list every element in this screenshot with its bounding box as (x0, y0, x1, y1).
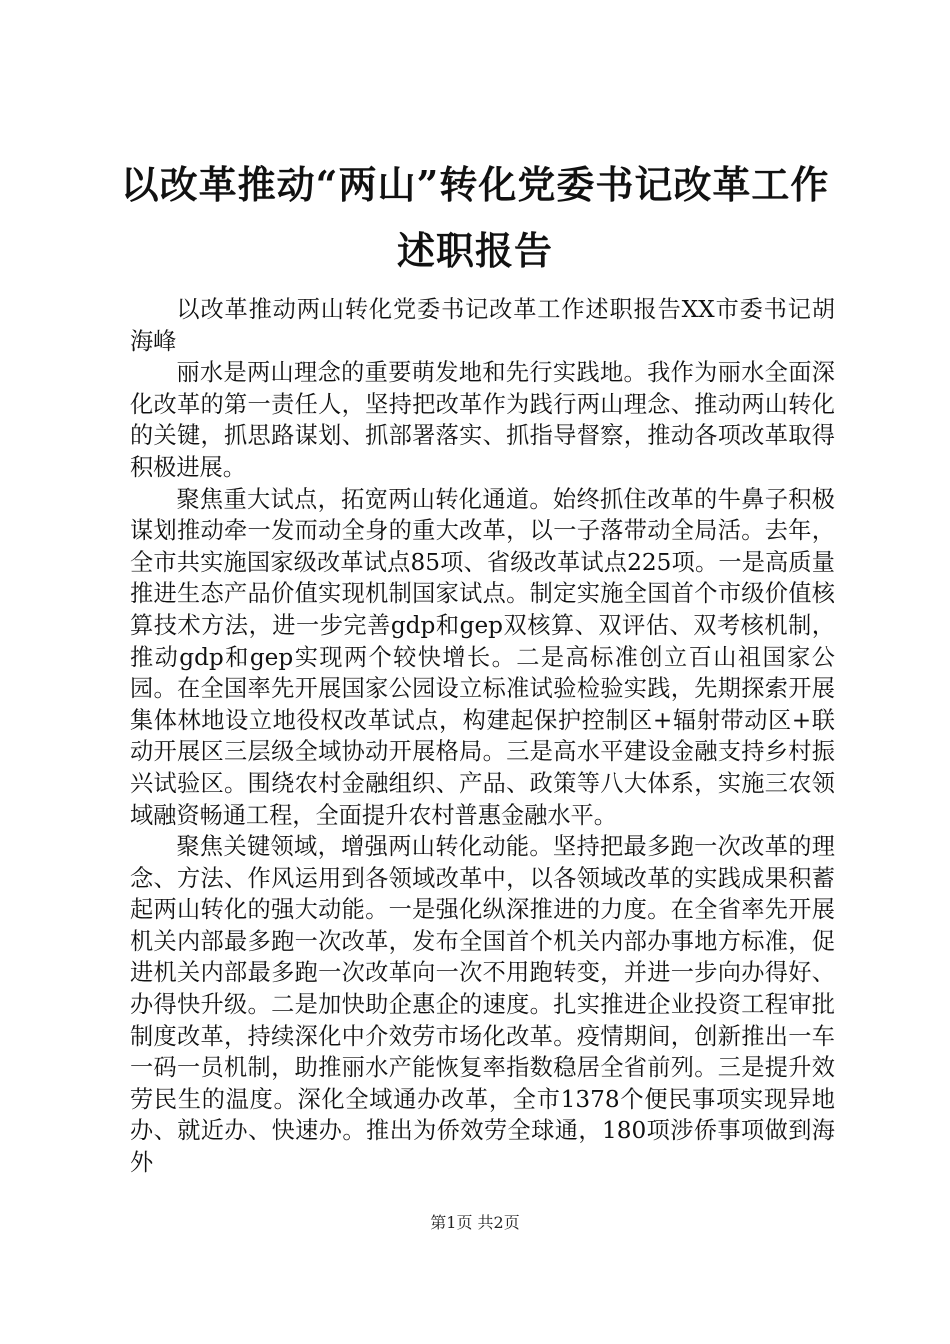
paragraph-heading-line: 以改革推动两山转化党委书记改革工作述职报告XX市委书记胡海峰 (130, 296, 835, 355)
paragraph-major-pilots: 聚焦重大试点，拓宽两山转化通道。始终抓住改革的牛鼻子积极谋划推动牵一发而动全身的重大改革，以一子落带动全局活。去年，全市共实施国家级改革试点85项、省级改革试点225项。一是高质量推进生态产品价值实现机制国家试点。制定实施全国首个市级价值核算技术方法，进一步完善gdp和gep双核算、双评估、双考核机制，推动gdp和gep实现两个较快增长。二是高标准创立百山祖国家公园。在全国率先开展国家公园设立标准试验检验实践，先期探索开展集体林地设立地役权改革试点，构建起保护控制区+辐射带动区+联动开展区三层级全域协动开展格局。三是高水平建设金融支持乡村振兴试验区。围绕农村金融组织、产品、政策等八大体系，实施三农领域融资畅通工程，全面提升农村普惠金融水平。 (130, 485, 835, 829)
document-title: 以改革推动“两山”转化党委书记改革工作述职报告 (120, 162, 830, 273)
page-number-footer: 第1页 共2页 (430, 1213, 520, 1232)
paragraph-intro: 丽水是两山理念的重要萌发地和先行实践地。我作为丽水全面深化改革的第一责任人，坚持把改革作为践行两山理念、推动两山转化的关键，抓思路谋划、抓部署落实、抓指导督察，推动各项改革取得积极进展。 (130, 359, 835, 481)
paragraph-key-areas: 聚焦关键领域，增强两山转化动能。坚持把最多跑一次改革的理念、方法、作风运用到各领域改革中，以各领域改革的实践成果积蓄起两山转化的强大动能。一是强化纵深推进的力度。在全省率先开展机关内部最多跑一次改革，发布全国首个机关内部办事地方标准，促进机关内部最多跑一次改革向一次不用跑转变，并进一步向办得好、办得快升级。二是加快助企惠企的速度。扎实推进企业投资工程审批制度改革，持续深化中介效劳市场化改革。疫情期间，创新推出一车一码一员机制，助推丽水产能恢复率指数稳居全省前列。三是提升效劳民生的温度。深化全域通办改革，全市1378个便民事项实现异地办、就近办、快速办。推出为侨效劳全球通，180项涉侨事项做到海外 (130, 833, 835, 1177)
document-body (130, 294, 835, 1179)
